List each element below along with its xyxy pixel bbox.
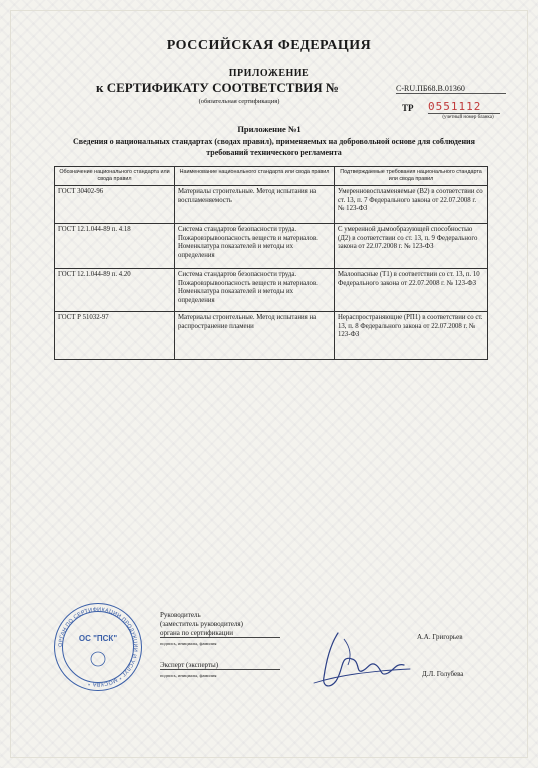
requirement-cell: С умеренной дымообразующей способностью (Д2) в соответствии со ст. 13, п. 9 Федерального закона от 22.07.2008 г. № 123-ФЗ [335,224,488,269]
table-row [55,224,488,269]
standard-name-cell: Система стандартов безопасности труда. Пожаровзрывоопасность веществ и материалов. Номенклатура показателей и методы их определения [175,269,335,312]
tr-label: ТР [402,103,414,113]
standard-name-cell: Материалы строительные. Метод испытания на распространение пламени [175,312,335,360]
appendix-title: Приложение №1 [237,124,301,134]
standard-code-cell: ГОСТ Р 51032-97 [55,312,175,360]
table-row [55,186,488,224]
country-title: РОССИЙСКАЯ ФЕДЕРАЦИЯ [166,38,372,53]
head-title-line2: (заместитель руководителя) [160,620,243,628]
certification-stamp [54,603,142,691]
appendix-intro: Сведения о национальных стандартах (сводах правил), применяемых на добровольной основе для соблюдения требований технического регламента [72,137,475,157]
table-header-row [55,167,488,186]
mandatory-note: (обязательная сертификация) [198,98,280,105]
expert-title: Эксперт (эксперты) [160,661,280,670]
table-row [55,312,488,360]
expert-signatory-name: Д.Л. Голубева [422,670,464,678]
standard-code-cell: ГОСТ 30402-96 [55,186,175,224]
requirement-cell: Нераспространяющие (РП1) в соответствии со ст. 13, п. 8 Федерального закона от 22.07.2008 г. № 123-ФЗ [335,312,488,360]
requirement-cell: Малоопасные (Т1) в соответствии со ст. 13, п. 10 Федерального закона от 22.07.2008 г. № 123-ФЗ [335,269,488,312]
table-header-cell: Обозначение национального стандарта или свода правил [55,167,175,186]
stamp-center-text: ОС "ПСК" [78,634,118,643]
standards-table [54,166,488,360]
standard-name-cell: Материалы строительные. Метод испытания на воспламеняемость [175,186,335,224]
head-signatory-name: А.А. Григорьев [417,633,463,641]
stamp-ring-text: ОРГАН ПО СЕРТИФИКАЦИИ ПРОДУКЦИИ И УСЛУГ * МОСКВА * [57,606,139,688]
svg-text:ОРГАН ПО СЕРТИФИКАЦИИ ПРОДУКЦИ [58,607,138,687]
stamp-emblem-icon [91,652,105,666]
handwritten-signature [300,625,420,695]
standard-code-cell: ГОСТ 12.1.044-89 п. 4.20 [55,269,175,312]
head-title-line1: Руководитель [160,611,201,619]
serial-number: 0551112 [428,100,500,114]
requirement-cell: Умеренновоспламеняемые (В2) в соответствии со ст. 13, п. 7 Федерального закона от 22.07.2008 г. № 123-ФЗ [335,186,488,224]
expert-signature-caption: подпись, инициалы, фамилия [160,673,217,678]
head-title-line3: органа по сертификации [160,629,280,638]
standard-name-cell: Система стандартов безопасности труда. Пожаровзрывоопасность веществ и материалов. Номенклатура показателей и методы их определения [175,224,335,269]
annex-title: ПРИЛОЖЕНИЕ [228,68,310,79]
table-header-cell: Подтверждаемые требования национального стандарта или свода правил [335,167,488,186]
stamp-ring-text-graphic [54,603,142,691]
certificate-title: к СЕРТИФИКАТУ СООТВЕТСТВИЯ № [96,80,339,95]
serial-note: (учетный номер бланка) [442,115,494,120]
certificate-number: C-RU.ПБ68.В.01360 [396,84,506,94]
table-row [55,269,488,312]
head-signature-caption: подпись, инициалы, фамилия [160,641,217,646]
table-header-cell: Наименование национального стандарта или свода правил [175,167,335,186]
standard-code-cell: ГОСТ 12.1.044-89 п. 4.18 [55,224,175,269]
